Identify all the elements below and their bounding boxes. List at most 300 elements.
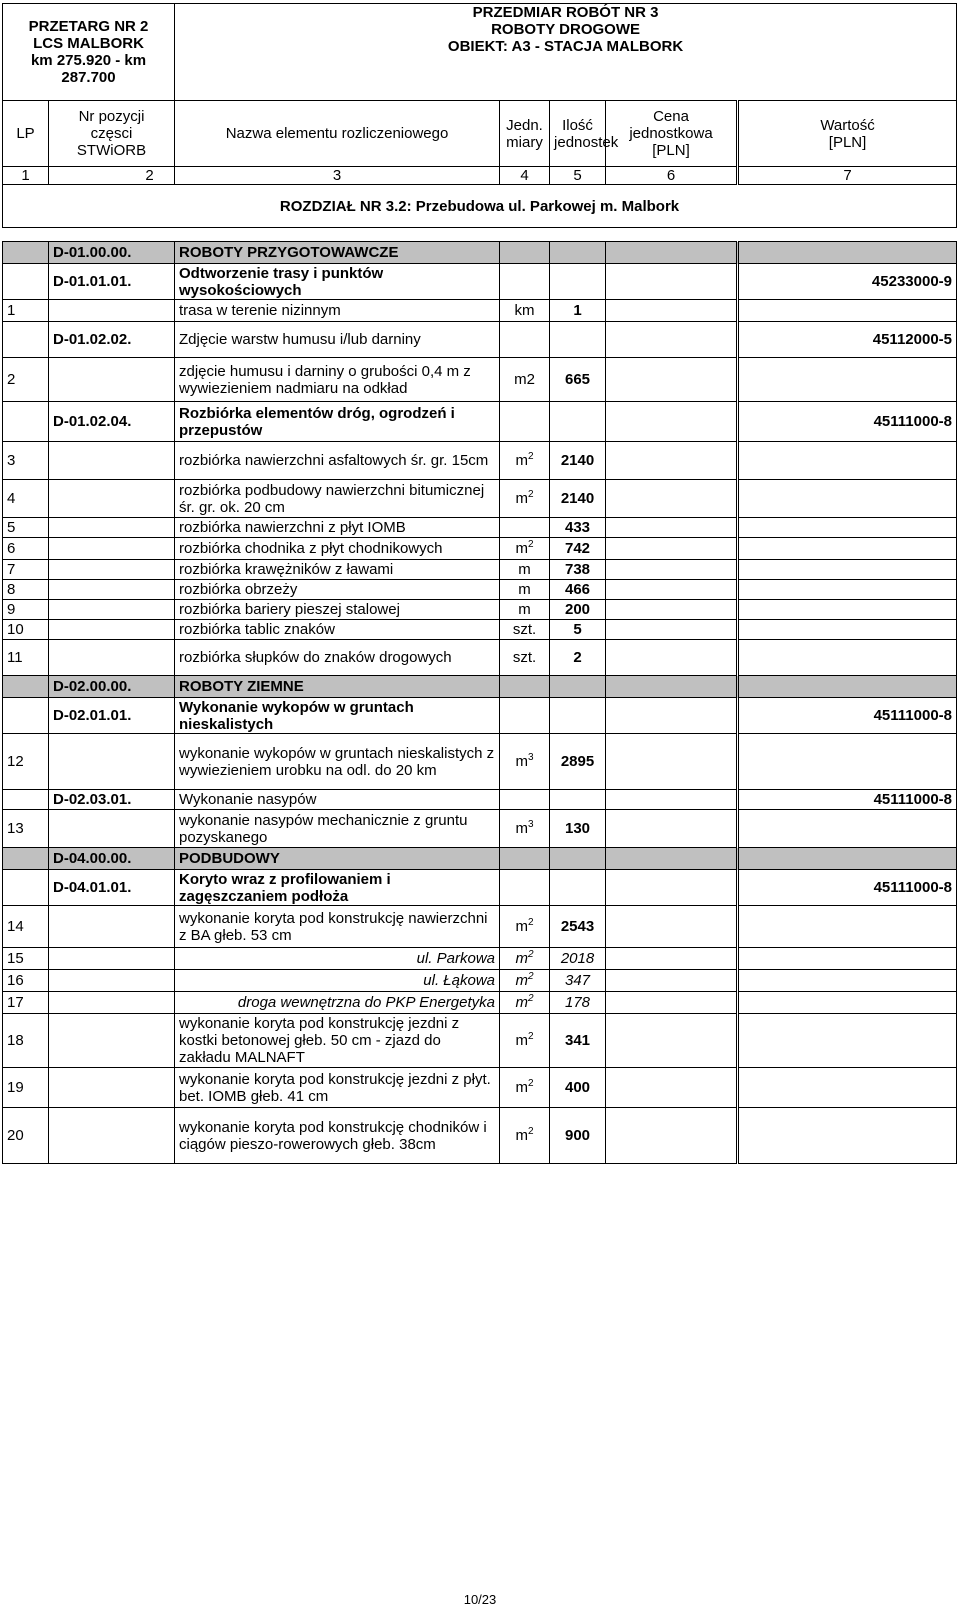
unit-exponent: 2 (527, 539, 534, 550)
row-unit (500, 970, 550, 992)
row-cpv (738, 518, 957, 538)
row-unit (500, 640, 550, 676)
row-unit-price (606, 402, 738, 442)
section-title-row (3, 185, 957, 228)
row-lp (3, 676, 49, 698)
row-lp: 15 (3, 948, 49, 970)
row-lp (3, 698, 49, 734)
row-code (49, 906, 175, 948)
row-qty: 347 (550, 970, 606, 992)
row-unit-price (606, 300, 738, 322)
unit-text: m (515, 452, 528, 469)
row-code: D-04.01.01. (49, 870, 175, 906)
row-lp: 20 (3, 1108, 49, 1164)
row-qty: 400 (550, 1068, 606, 1108)
unit-text: szt. (512, 649, 537, 666)
row-name: Koryto wraz z profilowaniem i zagęszczaniem podłoża (175, 870, 500, 906)
col-number: 5 (550, 167, 606, 185)
row-name: PODBUDOWY (175, 848, 500, 870)
row-cpv (738, 906, 957, 948)
row-code (49, 358, 175, 402)
col-number: 7 (738, 167, 957, 185)
row-unit-price (606, 1108, 738, 1164)
row-name: Wykonanie nasypów (175, 790, 500, 810)
row-qty: 5 (550, 620, 606, 640)
row-unit (500, 538, 550, 560)
row-unit (500, 992, 550, 1014)
section-row (3, 264, 957, 300)
row-unit-price (606, 790, 738, 810)
row-unit (500, 1108, 550, 1164)
row-lp: 7 (3, 560, 49, 580)
item-row (3, 992, 957, 1014)
row-qty (550, 848, 606, 870)
row-unit (500, 698, 550, 734)
row-unit (500, 790, 550, 810)
row-unit-price (606, 358, 738, 402)
row-lp: 17 (3, 992, 49, 1014)
unit-text: m (515, 994, 528, 1011)
row-lp: 12 (3, 734, 49, 790)
col-number: 3 (175, 167, 500, 185)
row-lp: 13 (3, 810, 49, 848)
section-row (3, 242, 957, 264)
row-lp: 6 (3, 538, 49, 560)
unit-text: m (515, 540, 528, 557)
column-number-row (3, 167, 957, 185)
unit-exponent: 3 (527, 819, 534, 830)
row-lp (3, 264, 49, 300)
row-code: D-01.02.02. (49, 322, 175, 358)
col-lp: LP (3, 101, 49, 167)
unit-exponent: 2 (527, 1031, 534, 1042)
row-qty: 178 (550, 992, 606, 1014)
row-code (49, 734, 175, 790)
col-position-line2: częsci (90, 125, 133, 142)
row-unit (500, 358, 550, 402)
item-row (3, 560, 957, 580)
row-cpv (738, 480, 957, 518)
row-lp: 14 (3, 906, 49, 948)
row-code (49, 442, 175, 480)
tender-number: PRZETARG NR 2 (28, 18, 149, 35)
item-row (3, 580, 957, 600)
items-table (2, 241, 957, 1164)
col-number: 1 (3, 167, 49, 185)
row-qty: 200 (550, 600, 606, 620)
row-cpv (738, 580, 957, 600)
unit-text: m (515, 1079, 528, 1096)
item-row (3, 538, 957, 560)
row-lp: 4 (3, 480, 49, 518)
row-name: rozbiórka bariery pieszej stalowej (175, 600, 500, 620)
row-qty: 900 (550, 1108, 606, 1164)
object-name: OBIEKT: A3 - STACJA MALBORK (447, 38, 684, 55)
col-unit-price (606, 101, 738, 167)
row-name: rozbiórka krawężników z ławami (175, 560, 500, 580)
row-cpv (738, 442, 957, 480)
row-code: D-02.03.01. (49, 790, 175, 810)
row-unit-price (606, 442, 738, 480)
row-lp (3, 790, 49, 810)
row-code (49, 1014, 175, 1068)
row-unit (500, 906, 550, 948)
row-code (49, 560, 175, 580)
row-cpv (738, 1068, 957, 1108)
item-row (3, 1014, 957, 1068)
row-unit (500, 620, 550, 640)
row-name: droga wewnętrzna do PKP Energetyka (175, 992, 500, 1014)
section-row (3, 402, 957, 442)
row-code (49, 1108, 175, 1164)
col-name: Nazwa elementu rozliczeniowego (175, 101, 500, 167)
item-row (3, 640, 957, 676)
unit-text: km (514, 302, 535, 319)
row-unit-price (606, 640, 738, 676)
row-name: zdjęcie humusu i darniny o grubości 0,4 m z wywiezieniem nadmiaru na odkład (175, 358, 500, 402)
tender-km-from: km 275.920 - km (30, 52, 147, 69)
row-name: ul. Łąkowa (175, 970, 500, 992)
item-row (3, 518, 957, 538)
row-name: wykonanie koryta pod konstrukcję nawierzchni z BA głeb. 53 cm (175, 906, 500, 948)
row-qty: 2895 (550, 734, 606, 790)
row-unit (500, 480, 550, 518)
row-code (49, 640, 175, 676)
row-name: ROBOTY ZIEMNE (175, 676, 500, 698)
item-row (3, 358, 957, 402)
row-unit-price (606, 580, 738, 600)
row-qty: 466 (550, 580, 606, 600)
row-name: rozbiórka nawierzchni asfaltowych śr. gr. 15cm (175, 442, 500, 480)
unit-exponent: 2 (527, 917, 534, 928)
row-name: Odtworzenie trasy i punktów wysokościowych (175, 264, 500, 300)
bill-of-quantities-table (2, 3, 957, 228)
row-qty (550, 790, 606, 810)
row-code (49, 1068, 175, 1108)
row-cpv (738, 358, 957, 402)
row-cpv: 45233000-9 (738, 264, 957, 300)
row-name: rozbiórka nawierzchni z płyt IOMB (175, 518, 500, 538)
column-header-row (3, 101, 957, 167)
tender-info (3, 4, 175, 101)
row-unit (500, 264, 550, 300)
row-code (49, 992, 175, 1014)
row-qty: 2018 (550, 948, 606, 970)
row-cpv (738, 848, 957, 870)
row-unit-price (606, 1014, 738, 1068)
item-row (3, 734, 957, 790)
col-number: 4 (500, 167, 550, 185)
row-code: D-01.00.00. (49, 242, 175, 264)
row-name: Rozbiórka elementów dróg, ogrodzeń i przepustów (175, 402, 500, 442)
unit-exponent: 2 (527, 489, 534, 500)
unit-text: m (515, 753, 528, 770)
row-unit-price (606, 698, 738, 734)
row-cpv (738, 620, 957, 640)
row-unit-price (606, 600, 738, 620)
row-unit (500, 948, 550, 970)
section-title: ROZDZIAŁ NR 3.2: Przebudowa ul. Parkowej m. Malbork (3, 185, 957, 228)
row-code (49, 480, 175, 518)
row-unit-price (606, 906, 738, 948)
row-code: D-02.01.01. (49, 698, 175, 734)
row-unit-price (606, 810, 738, 848)
unit-text: m (515, 1032, 528, 1049)
page-number: 10/23 (463, 1592, 497, 1607)
unit-text: m (515, 950, 528, 967)
item-row (3, 600, 957, 620)
row-lp: 10 (3, 620, 49, 640)
row-qty (550, 870, 606, 906)
row-unit-price (606, 242, 738, 264)
row-code (49, 600, 175, 620)
col-qty-line2: jednostek (554, 133, 619, 151)
row-unit (500, 676, 550, 698)
item-row (3, 620, 957, 640)
row-code (49, 620, 175, 640)
row-name: rozbiórka słupków do znaków drogowych (175, 640, 500, 676)
row-lp: 2 (3, 358, 49, 402)
row-qty: 2140 (550, 480, 606, 518)
row-unit-price (606, 620, 738, 640)
row-cpv (738, 734, 957, 790)
row-unit-price (606, 870, 738, 906)
row-cpv (738, 1014, 957, 1068)
item-row (3, 906, 957, 948)
row-unit-price (606, 948, 738, 970)
row-qty: 433 (550, 518, 606, 538)
row-lp: 1 (3, 300, 49, 322)
row-cpv (738, 300, 957, 322)
col-position (49, 101, 175, 167)
document-header-row (3, 4, 957, 101)
row-unit-price (606, 1068, 738, 1108)
section-row (3, 676, 957, 698)
unit-exponent: 2 (527, 971, 534, 982)
row-name: rozbiórka chodnika z płyt chodnikowych (175, 538, 500, 560)
section-row (3, 790, 957, 810)
row-cpv (738, 676, 957, 698)
row-name: wykonanie koryta pod konstrukcję jezdni z płyt. bet. IOMB głeb. 41 cm (175, 1068, 500, 1108)
row-name: ROBOTY PRZYGOTOWAWCZE (175, 242, 500, 264)
row-unit (500, 580, 550, 600)
row-cpv: 45111000-8 (738, 698, 957, 734)
row-unit-price (606, 264, 738, 300)
row-cpv (738, 538, 957, 560)
row-unit (500, 810, 550, 848)
item-row (3, 1068, 957, 1108)
row-qty: 742 (550, 538, 606, 560)
row-unit-price (606, 970, 738, 992)
row-lp: 9 (3, 600, 49, 620)
row-cpv (738, 1108, 957, 1164)
col-number: 6 (606, 167, 738, 185)
col-position-line1: Nr pozycji (78, 108, 145, 125)
row-qty (550, 264, 606, 300)
tender-location: LCS MALBORK (33, 35, 144, 52)
row-unit-price (606, 322, 738, 358)
unit-text: m (518, 581, 531, 598)
row-qty (550, 676, 606, 698)
unit-text: m (515, 1127, 528, 1144)
row-unit-price (606, 734, 738, 790)
row-lp: 11 (3, 640, 49, 676)
row-cpv (738, 640, 957, 676)
row-code (49, 948, 175, 970)
row-cpv (738, 560, 957, 580)
row-name: trasa w terenie nizinnym (175, 300, 500, 322)
tender-km-to: 287.700 (61, 69, 116, 86)
unit-exponent: 3 (527, 752, 534, 763)
col-value-line2: [PLN] (828, 133, 867, 151)
unit-exponent: 2 (527, 1126, 534, 1137)
row-qty: 1 (550, 300, 606, 322)
row-unit-price (606, 676, 738, 698)
row-unit (500, 560, 550, 580)
row-code (49, 970, 175, 992)
row-cpv (738, 242, 957, 264)
row-lp (3, 322, 49, 358)
unit-text: m (515, 972, 528, 989)
row-qty (550, 242, 606, 264)
row-unit (500, 734, 550, 790)
unit-text: m2 (514, 371, 535, 388)
row-cpv (738, 948, 957, 970)
row-unit (500, 870, 550, 906)
row-qty: 738 (550, 560, 606, 580)
row-lp: 18 (3, 1014, 49, 1068)
row-name: wykonanie wykopów w gruntach nieskalistych z wywiezieniem urobku na odl. do 20 km (175, 734, 500, 790)
row-unit-price (606, 480, 738, 518)
row-code: D-02.00.00. (49, 676, 175, 698)
row-unit-price (606, 518, 738, 538)
row-name: ul. Parkowa (175, 948, 500, 970)
row-lp: 5 (3, 518, 49, 538)
row-cpv (738, 600, 957, 620)
row-code (49, 810, 175, 848)
unit-exponent: 2 (527, 993, 534, 1004)
col-unit-line1: Jedn. (506, 116, 543, 134)
section-row (3, 848, 957, 870)
row-unit (500, 600, 550, 620)
unit-text: m (515, 820, 528, 837)
row-unit (500, 242, 550, 264)
row-cpv: 45112000-5 (738, 322, 957, 358)
col-number: 2 (49, 167, 175, 185)
row-qty: 130 (550, 810, 606, 848)
col-price-line2: jednostkowa (629, 125, 713, 142)
row-name: wykonanie koryta pod konstrukcję jezdni z kostki betonowej głeb. 50 cm - zjazd do zakładu MALNAFT (175, 1014, 500, 1068)
unit-text: szt. (512, 621, 537, 638)
row-unit-price (606, 848, 738, 870)
row-unit-price (606, 538, 738, 560)
row-name: Zdjęcie warstw humusu i/lub darniny (175, 322, 500, 358)
col-price-line3: [PLN] (652, 142, 690, 159)
row-qty: 341 (550, 1014, 606, 1068)
item-row (3, 810, 957, 848)
unit-text: m (518, 601, 531, 618)
col-unit (500, 101, 550, 167)
row-cpv (738, 970, 957, 992)
row-qty: 665 (550, 358, 606, 402)
row-unit (500, 442, 550, 480)
col-qty-line1: Ilość (562, 116, 593, 134)
row-code (49, 300, 175, 322)
row-lp (3, 242, 49, 264)
col-value (738, 101, 957, 167)
row-unit (500, 1068, 550, 1108)
col-qty (550, 101, 619, 167)
row-qty (550, 402, 606, 442)
row-unit (500, 322, 550, 358)
row-code (49, 580, 175, 600)
row-cpv (738, 810, 957, 848)
row-unit (500, 1014, 550, 1068)
row-unit (500, 518, 550, 538)
bill-title: PRZEDMIAR ROBÓT NR 3 (472, 4, 659, 21)
unit-text: m (515, 918, 528, 935)
row-code (49, 538, 175, 560)
row-cpv: 45111000-8 (738, 790, 957, 810)
unit-exponent: 2 (527, 1078, 534, 1089)
row-code (49, 518, 175, 538)
item-row (3, 480, 957, 518)
row-code: D-01.02.04. (49, 402, 175, 442)
row-qty (550, 698, 606, 734)
col-position-line3: STWiORB (76, 142, 147, 159)
row-cpv (738, 992, 957, 1014)
works-type: ROBOTY DROGOWE (491, 21, 640, 38)
row-qty: 2 (550, 640, 606, 676)
unit-exponent: 2 (527, 949, 534, 960)
unit-text: m (518, 561, 531, 578)
row-unit (500, 300, 550, 322)
item-row (3, 970, 957, 992)
row-lp (3, 848, 49, 870)
row-name: wykonanie koryta pod konstrukcję chodników i ciągów pieszo-rowerowych głeb. 38cm (175, 1108, 500, 1164)
row-name: rozbiórka podbudowy nawierzchni bitumicznej śr. gr. ok. 20 cm (175, 480, 500, 518)
row-lp: 16 (3, 970, 49, 992)
row-lp: 8 (3, 580, 49, 600)
unit-exponent: 2 (527, 451, 534, 462)
row-unit (500, 402, 550, 442)
section-row (3, 870, 957, 906)
row-qty: 2140 (550, 442, 606, 480)
row-code: D-04.00.00. (49, 848, 175, 870)
col-price-line1: Cena (653, 108, 689, 125)
row-lp (3, 870, 49, 906)
unit-text: m (515, 490, 528, 507)
col-unit-line2: miary (506, 133, 543, 151)
row-name: Wykonanie wykopów w gruntach nieskalistych (175, 698, 500, 734)
item-row (3, 300, 957, 322)
row-unit-price (606, 992, 738, 1014)
section-row (3, 698, 957, 734)
row-name: rozbiórka tablic znaków (175, 620, 500, 640)
document-title (175, 4, 957, 101)
section-row (3, 322, 957, 358)
row-lp: 19 (3, 1068, 49, 1108)
row-qty: 2543 (550, 906, 606, 948)
row-unit-price (606, 560, 738, 580)
row-unit (500, 848, 550, 870)
row-name: rozbiórka obrzeży (175, 580, 500, 600)
row-code: D-01.01.01. (49, 264, 175, 300)
col-value-line1: Wartość (820, 116, 875, 134)
row-qty (550, 322, 606, 358)
row-cpv: 45111000-8 (738, 870, 957, 906)
row-name: wykonanie nasypów mechanicznie z gruntu pozyskanego (175, 810, 500, 848)
